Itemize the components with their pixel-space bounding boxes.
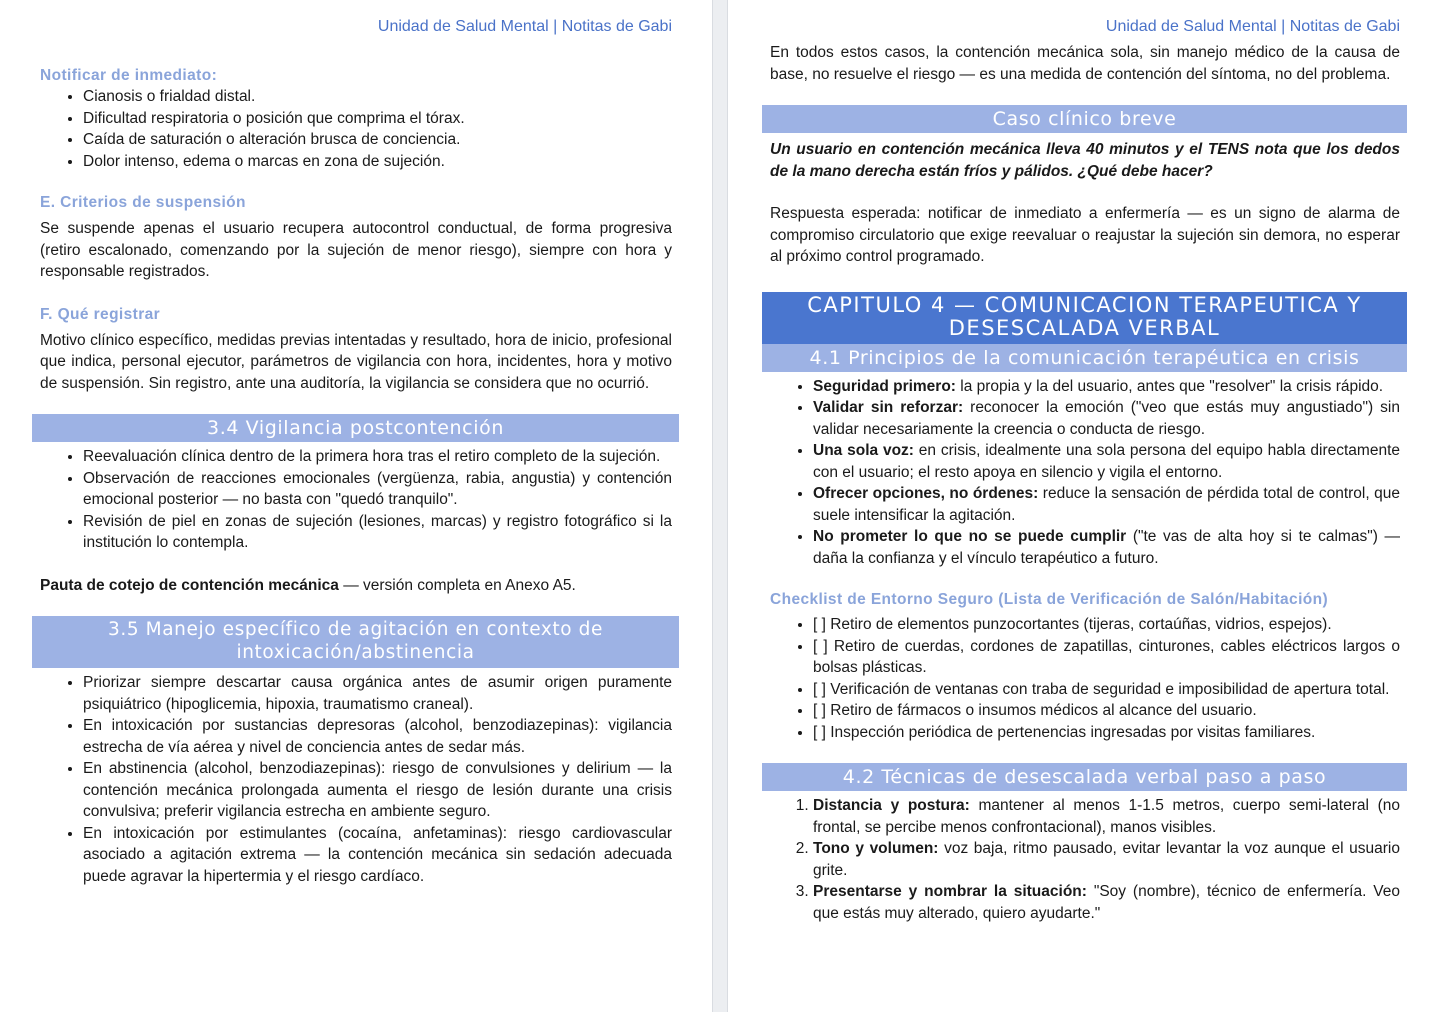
chapter-title-line2: DESESCALADA VERBAL <box>948 315 1221 340</box>
list-item <box>813 397 1400 440</box>
pauta-bold: Pauta de cotejo de contención mecánica <box>40 576 339 594</box>
list-item <box>813 440 1400 483</box>
item-bold: Presentarse y nombrar la situación: <box>813 883 1087 900</box>
section-3-5-title-line2: intoxicación/abstinencia <box>236 642 475 663</box>
document-page-left <box>0 0 712 1012</box>
notify-list <box>40 86 672 172</box>
list-item <box>813 483 1400 526</box>
list-item <box>813 838 1400 881</box>
list-item: • Observación de reacciones emocionales (vergüenza, rabia, angustia) y contención emocional posterior — no basta con "quedó tranquilo". <box>83 468 672 511</box>
item-text: reduce la sensación de pérdida total de control, que suele intensificar la agitación. <box>813 485 1400 524</box>
item-text: "Soy (nombre), técnico de enfermería. Veo que estás muy alterado, quiero ayudarte." <box>813 883 1400 922</box>
running-header: Unidad de Salud Mental | Notitas de Gabi <box>377 18 672 35</box>
checklist-item: • [ ] Retiro de fármacos o insumos médicos al alcance del usuario. <box>813 700 1400 722</box>
list-item <box>813 376 1400 398</box>
item-text: voz baja, ritmo pausado, evitar levantar la voz aunque el usuario grite. <box>813 840 1400 879</box>
item-bold: No prometer lo que no se puede cumplir <box>813 528 1127 545</box>
section-e-heading: E. Criterios de suspensión <box>40 194 246 211</box>
item-bold: Validar sin reforzar: <box>813 399 964 416</box>
list-item: • Priorizar siempre descartar causa orgánica antes de asumir origen puramente psiquiátrico (hipoglicemia, hipoxia, traumatismo craneal). <box>83 672 672 715</box>
section-3-4-title: 3.4 Vigilancia postcontención <box>32 414 679 442</box>
pauta-paragraph <box>40 575 672 597</box>
list-item <box>813 795 1400 838</box>
section-4-2-list <box>770 795 1400 924</box>
page-gutter <box>712 0 728 1012</box>
item-bold: Tono y volumen: <box>813 840 939 857</box>
running-header: Unidad de Salud Mental | Notitas de Gabi <box>1105 18 1400 35</box>
list-item: • Cianosis o frialdad distal. <box>83 86 672 108</box>
case-title: Caso clínico breve <box>762 105 1407 133</box>
checklist-item: • [ ] Verificación de ventanas con traba de seguridad e imposibilidad de apertura total. <box>813 679 1400 701</box>
checklist-list <box>770 614 1400 743</box>
item-bold: Seguridad primero: <box>813 377 956 395</box>
item-text: ("te vas de alta hoy si te calmas") — daña la confianza y el vínculo terapéutico a futuro. <box>813 528 1400 567</box>
list-item: • Reevaluación clínica dentro de la primera hora tras el retiro completo de la sujeción. <box>83 446 672 468</box>
section-4-1-list <box>770 376 1400 570</box>
item-bold: Distancia y postura: <box>813 797 970 814</box>
item-text: en crisis, idealmente una sola persona del equipo habla directamente con el usuario; el resto apoya en silencio y vigila el entorno. <box>813 442 1400 481</box>
notify-heading: Notificar de inmediato: <box>40 67 218 84</box>
section-3-5-title-line1: 3.5 Manejo específico de agitación en contexto de <box>107 619 604 640</box>
list-item: • Dificultad respiratoria o posición que comprima el tórax. <box>83 108 672 130</box>
document-page-right <box>728 0 1440 1012</box>
item-text: mantener al menos 1-1.5 metros, cuerpo semi-lateral (no frontal, se percibe menos confrontacional), manos visibles. <box>813 797 1400 836</box>
section-3-5-title <box>32 616 679 668</box>
list-item: • En abstinencia (alcohol, benzodiazepinas): riesgo de convulsiones y delirium — la contención mecánica prolongada aumenta el riesgo de lesión durante una crisis convulsiva; preferir vigilancia estrecha en ambiente seguro. <box>83 758 672 823</box>
intro-paragraph: En todos estos casos, la contención mecánica sola, sin manejo médico de la causa de base, no resuelve el riesgo — es una medida de contención del síntoma, no del problema. <box>770 44 1400 83</box>
section-f-heading: F. Qué registrar <box>40 305 161 323</box>
item-bold: Una sola voz: <box>813 442 914 459</box>
case-answer: Respuesta esperada: notificar de inmediato a enfermería — es un signo de alarma de compromiso circulatorio que exige reevaluar o reajustar la sujeción sin demora, no esperar al próximo control programado. <box>770 205 1400 265</box>
chapter-title-line1: CAPITULO 4 — COMUNICACION TERAPEUTICA Y <box>807 292 1362 317</box>
case-question: Un usuario en contención mecánica lleva 40 minutos y el TENS nota que los dedos de la mano derecha están fríos y pálidos. ¿Qué debe hacer? <box>770 141 1400 180</box>
list-item: • En intoxicación por estimulantes (cocaína, anfetaminas): riesgo cardiovascular asociado a agitación extrema — la contención mecánica sin sedación adecuada puede agravar la hipertermia y el riesgo cardíaco. <box>83 823 672 888</box>
list-item <box>813 526 1400 569</box>
item-text: reconocer la emoción ("veo que estás muy angustiado") sin validar necesariamente la creencia o conducta de riesgo. <box>813 399 1400 438</box>
section-4-1-title: 4.1 Principios de la comunicación terapéutica en crisis <box>762 344 1407 372</box>
section-3-4-list <box>40 446 672 554</box>
checklist-item: • [ ] Retiro de cuerdas, cordones de zapatillas, cinturones, cables eléctricos largos o bolsas plásticas. <box>813 636 1400 679</box>
checklist-item: • [ ] Inspección periódica de pertenencias ingresadas por visitas familiares. <box>813 722 1400 744</box>
checklist-heading: Checklist de Entorno Seguro (Lista de Verificación de Salón/Habitación) <box>770 591 1329 608</box>
list-item: • En intoxicación por sustancias depresoras (alcohol, benzodiazepinas): vigilancia estrecha de vía aérea y nivel de conciencia antes de sedar más. <box>83 715 672 758</box>
section-e-text: Se suspende apenas el usuario recupera autocontrol conductual, de forma progresiva (retiro escalonado, comenzando por la sujeción de menor riesgo), siempre con hora y responsable registrados. <box>40 220 672 280</box>
list-item: • Revisión de piel en zonas de sujeción (lesiones, marcas) y registro fotográfico si la institución lo contempla. <box>83 511 672 554</box>
section-f-text: Motivo clínico específico, medidas previas intentadas y resultado, hora de inicio, profesional que indica, personal ejecutor, parámetros de vigilancia con hora, incidentes, hora y motivo de suspensión. Sin registro, ante una auditoría, la vigilancia se considera que no ocurrió. <box>40 331 672 392</box>
chapter-title <box>762 292 1407 344</box>
section-3-5-list <box>40 672 672 887</box>
pauta-rest: — versión completa en Anexo A5. <box>338 576 576 594</box>
list-item: • Dolor intenso, edema o marcas en zona de sujeción. <box>83 151 672 173</box>
list-item: • Caída de saturación o alteración brusca de conciencia. <box>83 129 672 151</box>
section-4-2-title: 4.2 Técnicas de desescalada verbal paso a paso <box>762 763 1407 791</box>
item-bold: Ofrecer opciones, no órdenes: <box>813 485 1039 502</box>
item-text: la propia y la del usuario, antes que "resolver" la crisis rápido. <box>955 377 1384 395</box>
checklist-item: • [ ] Retiro de elementos punzocortantes (tijeras, cortaúñas, vidrios, espejos). <box>813 614 1400 636</box>
list-item <box>813 881 1400 924</box>
